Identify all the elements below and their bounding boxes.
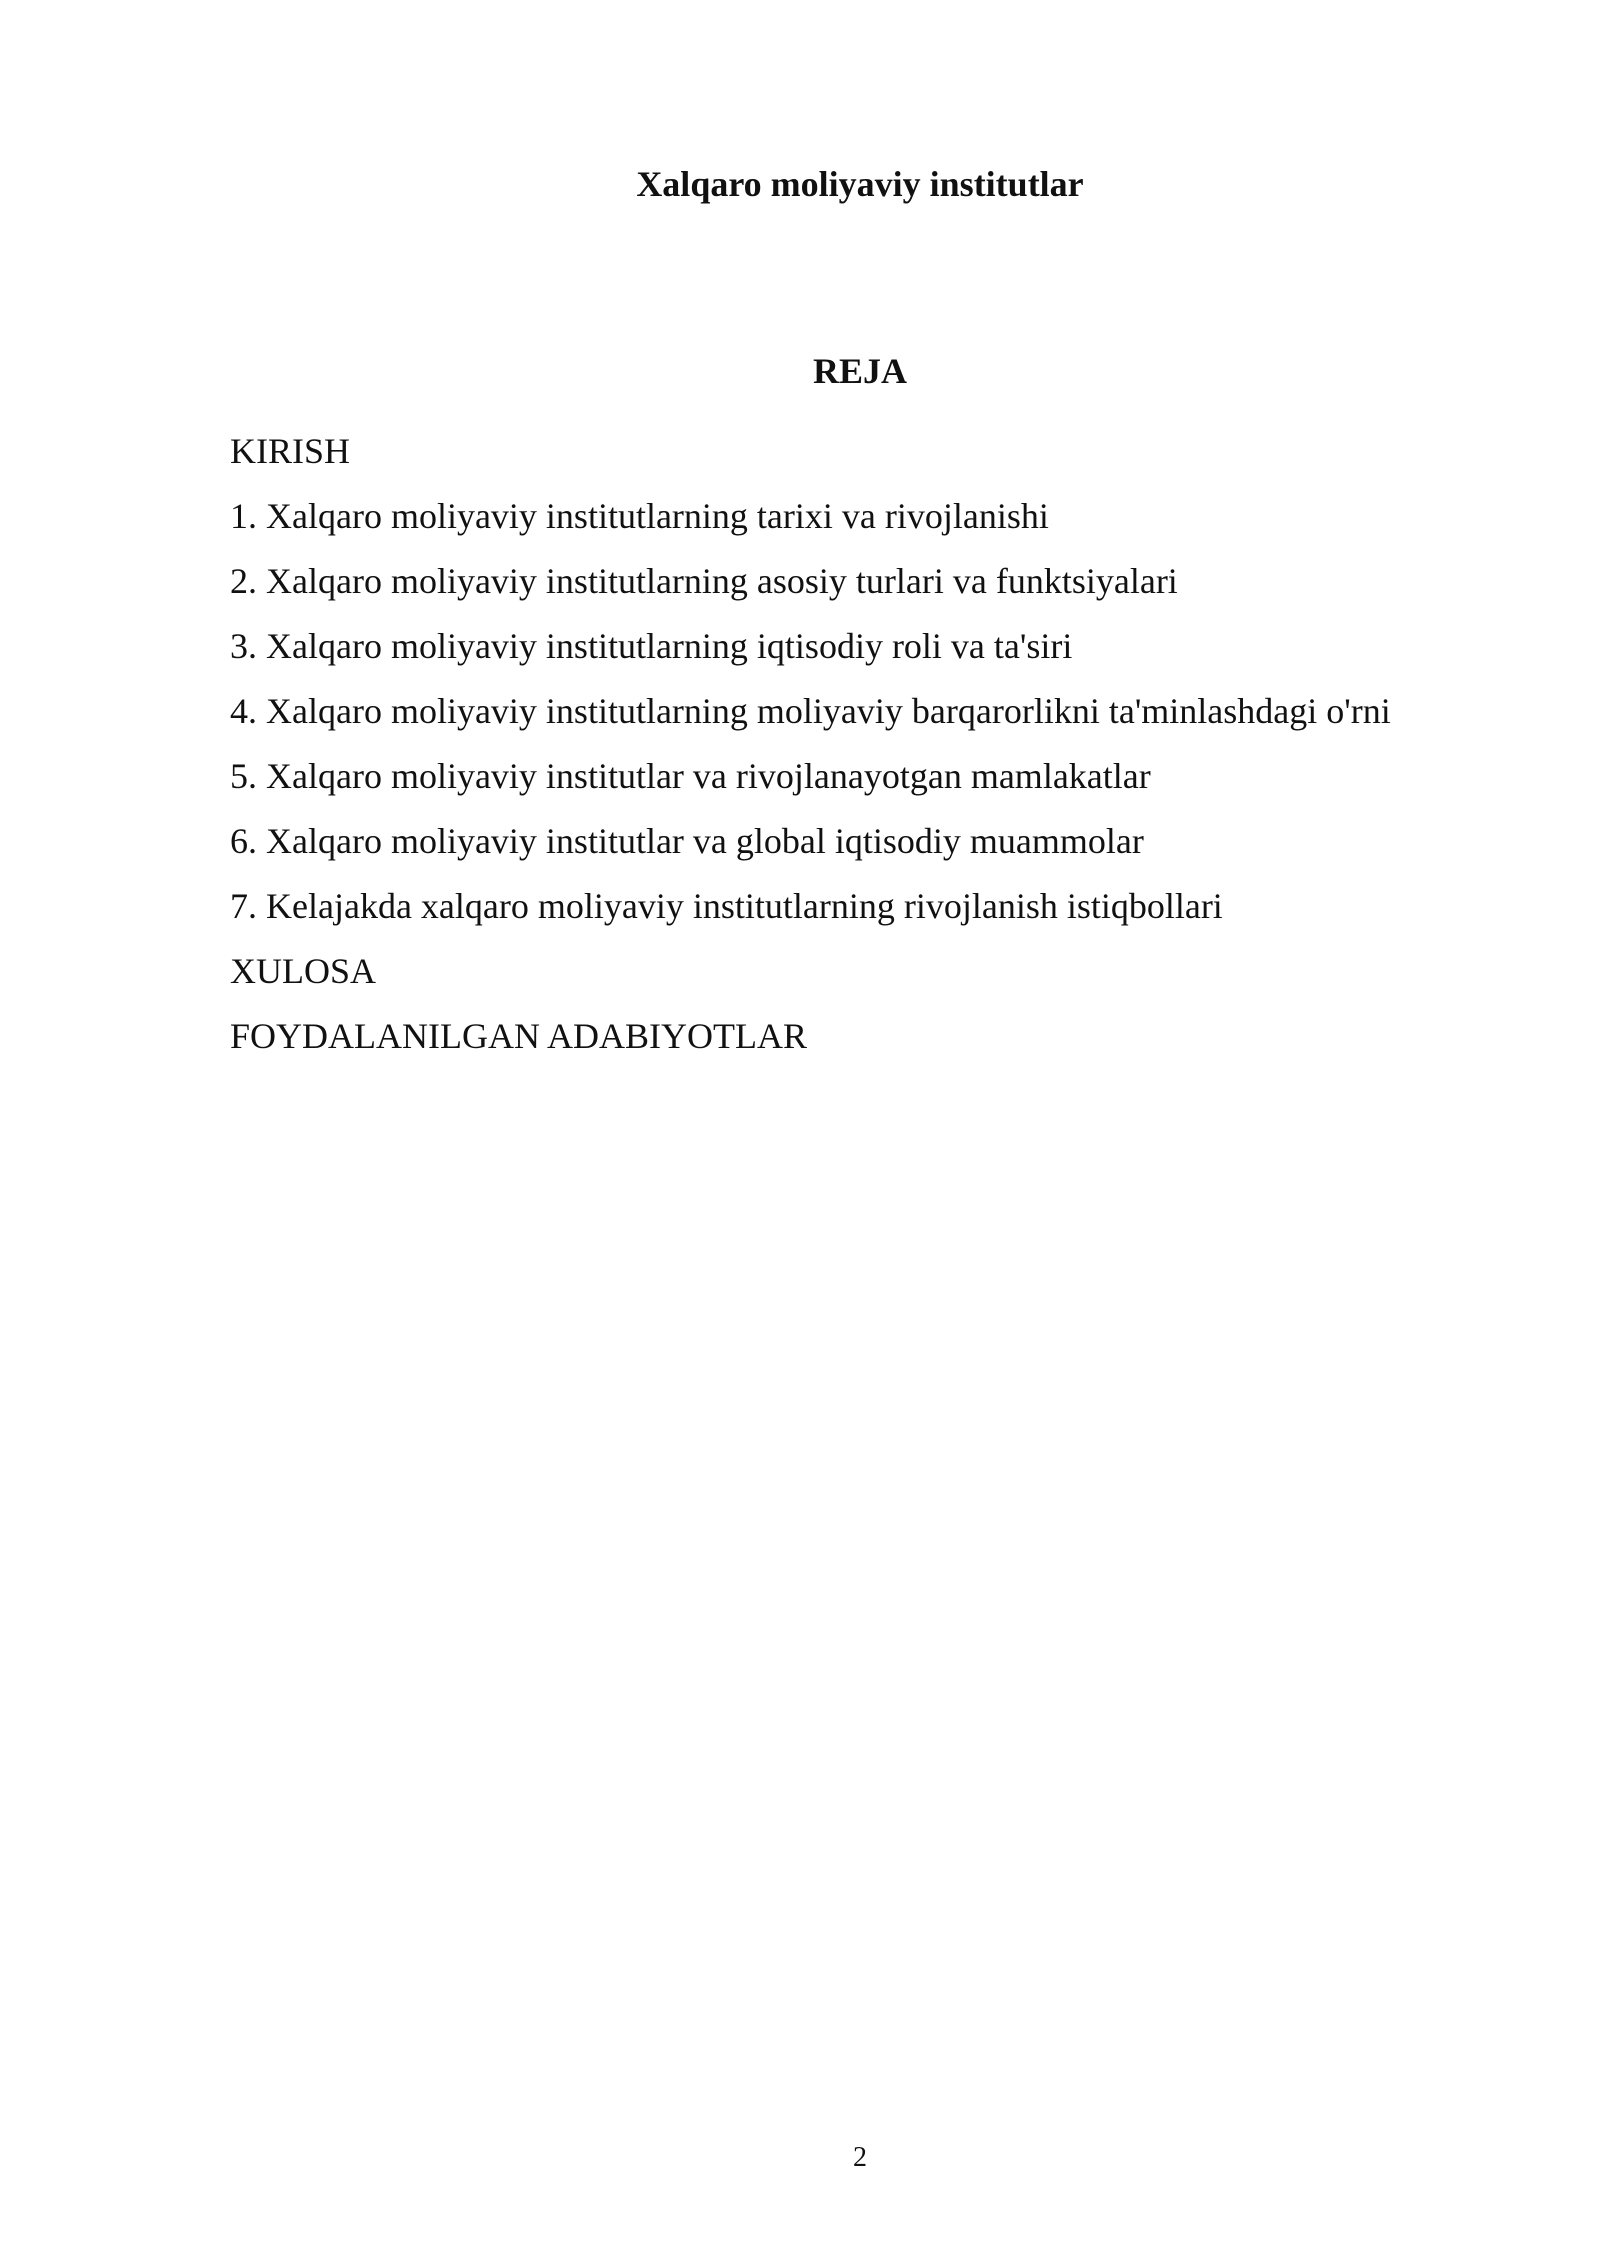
toc-item-2: 2. Xalqaro moliyaviy institutlarning asosiy turlari va funktsiyalari [230,561,1178,601]
plan-heading: REJA [812,351,907,391]
toc-item-3: 3. Xalqaro moliyaviy institutlarning iqtisodiy roli va ta'siri [230,626,1073,666]
toc-item-references: FOYDALANILGAN ADABIYOTLAR [230,1016,807,1056]
toc-item-7: 7. Kelajakda xalqaro moliyaviy institutlarning rivojlanish istiqbollari [230,886,1223,926]
toc-item-1: 1. Xalqaro moliyaviy institutlarning tarixi va rivojlanishi [230,496,1049,536]
toc-item-conclusion: XULOSA [230,951,377,991]
page-number: 2 [853,2142,867,2173]
toc-item-5: 5. Xalqaro moliyaviy institutlar va rivojlanayotgan mamlakatlar [230,756,1151,796]
toc-item-introduction: KIRISH [230,431,351,471]
toc-item-4: 4. Xalqaro moliyaviy institutlarning moliyaviy barqarorlikni ta'minlashdagi o'rni [230,691,1391,731]
document-title: Xalqaro moliyaviy institutlar [636,164,1084,204]
table-of-contents [230,419,1530,1069]
toc-item-6: 6. Xalqaro moliyaviy institutlar va global iqtisodiy muammolar [230,821,1144,861]
